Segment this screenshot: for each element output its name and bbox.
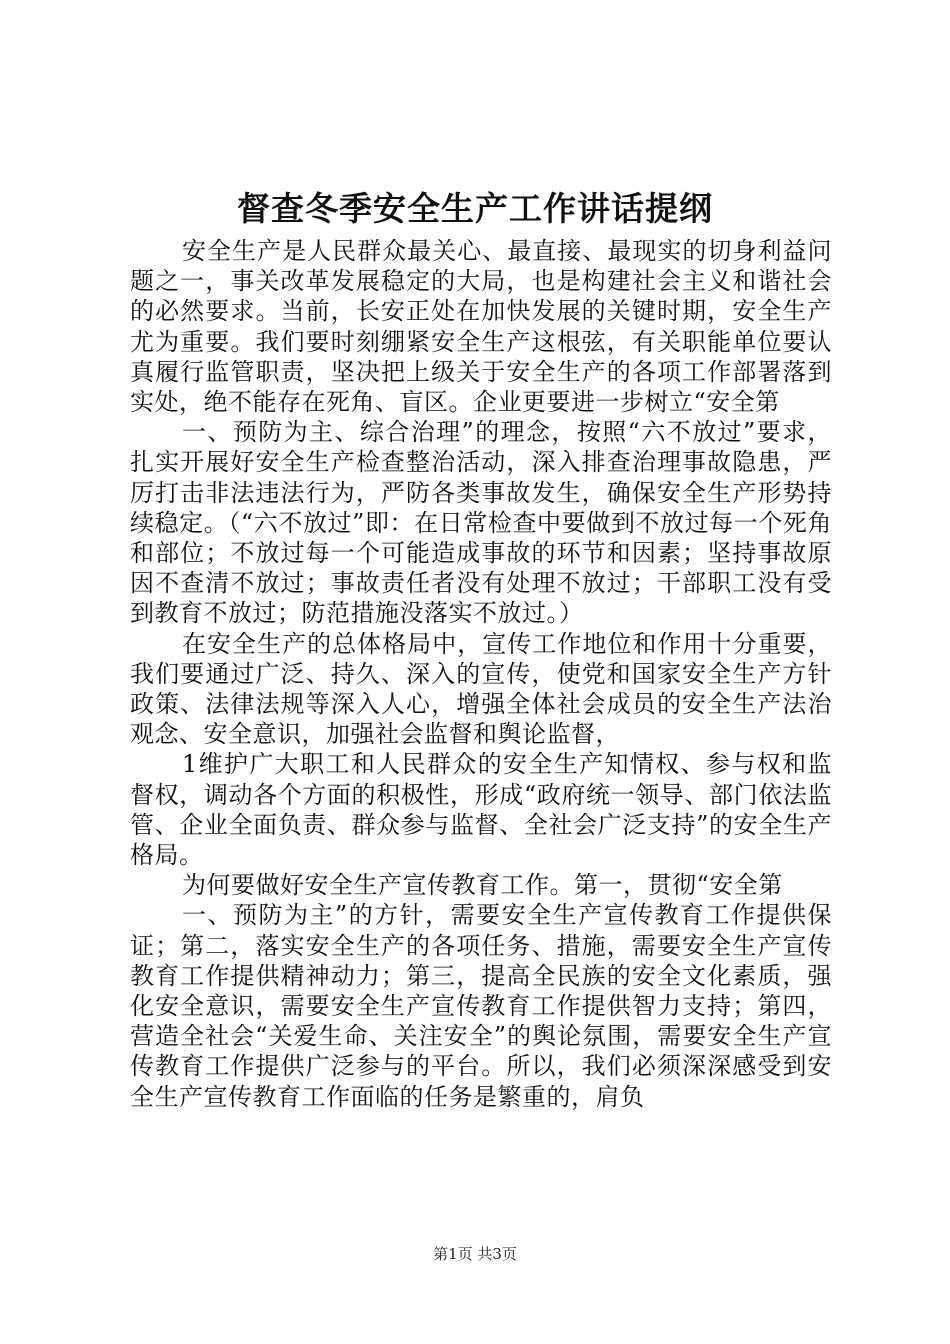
paragraph-intro: 安全生产是人民群众最关心、最直接、最现实的切身利益问题之一，事关改革发展稳定的大局，也是构建社会主义和谐社会的必然要求。当前，长安正处在加快发展的关键时期，安全生产尤为重要。我们要时刻绷紧安全生产这根弦，有关职能单位要认真履行监管职责，坚决把上级关于安全生产的各项工作部署落到实处，绝不能存在死角、盲区。企业更要进一步树立“安全第 — [130, 237, 832, 417]
paragraph-why: 为何要做好安全生产宣传教育工作。第一，贯彻“安全第 — [182, 871, 783, 900]
paragraph-rights: 1维护广大职工和人民群众的安全生产知情权、参与权和监督权，调动各个方面的积极性，形成“政府统一领导、部门依法监管、企业全面负责、群众参与监督、全社会广泛支持”的安全生产格局。 — [130, 750, 832, 870]
page-title: 督查冬季安全生产工作讲话提纲 — [237, 189, 713, 228]
paragraph-publicity: 在安全生产的总体格局中，宣传工作地位和作用十分重要，我们要通过广泛、持久、深入的宣传，使党和国家安全生产方针政策、法律法规等深入人心，增强全体社会成员的安全生产法治观念、安全意识，加强社会监督和舆论监督， — [130, 629, 832, 749]
paragraph-prevention: 一、预防为主、综合治理”的理念，按照“六不放过”要求，扎实开展好安全生产检查整治活动，深入排查治理事故隐患，严厉打击非法违法行为，严防各类事故发生，确保安全生产形势持续稳定。（“六不放过”即：在日常检查中要做到不放过每一个死角和部位；不放过每一个可能造成事故的环节和因素；坚持事故原因不查清不放过；事故责任者没有处理不放过；干部职工没有受到教育不放过；防范措施没落实不放过。） — [130, 418, 832, 628]
paragraph-reasons: 一、预防为主”的方针，需要安全生产宣传教育工作提供保证；第二，落实安全生产的各项任务、措施，需要安全生产宣传教育工作提供精神动力；第三，提高全民族的安全文化素质，强化安全意识，需要安全生产宣传教育工作提供智力支持；第四，营造全社会“关爱生命、关注安全”的舆论氛围，需要安全生产宣传教育工作提供广泛参与的平台。所以，我们必须深深感受到安全生产宣传教育工作面临的任务是繁重的，肩负 — [130, 901, 832, 1111]
page-footer: 第1页 共3页 — [433, 1245, 517, 1263]
document-body — [130, 236, 832, 1112]
